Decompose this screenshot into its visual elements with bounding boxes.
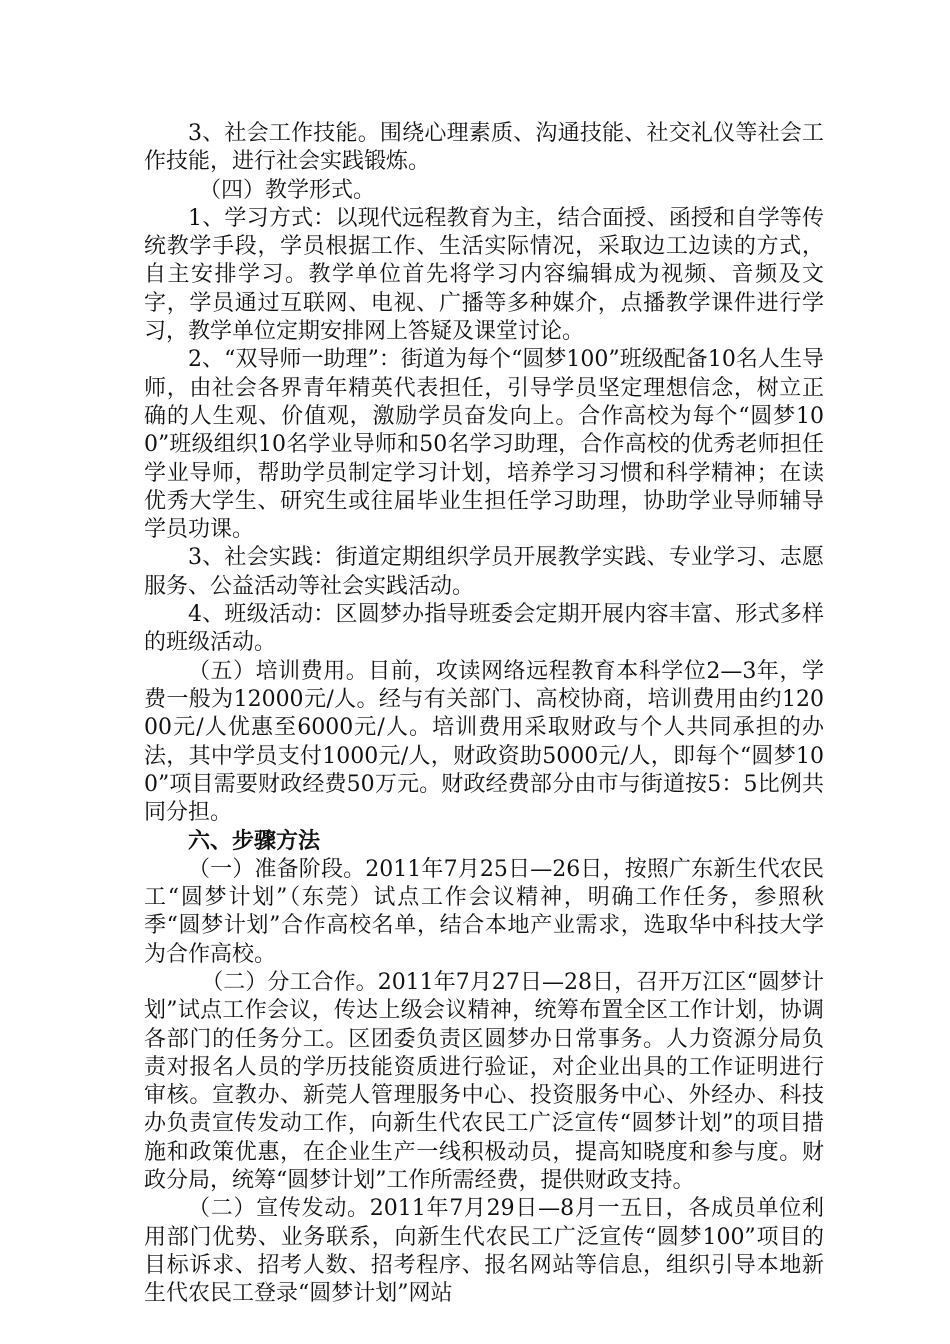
- paragraph-preparation-stage: （一）准备阶段。2011年7月25日—26日，按照广东新生代农民工“圆梦计划”（东莞）试点工作会议精神，明确工作任务，参照秋季“圆梦计划”合作高校名单，结合本地产业需求，选取华中科技大学为合作高校。: [144, 856, 824, 967]
- paragraph-social-practice: 3、社会实践：街道定期组织学员开展教学实践、专业学习、志愿服务、公益活动等社会实践活动。: [144, 545, 824, 599]
- document-body: [144, 120, 824, 1308]
- paragraph-publicity-mobilization: （二）宣传发动。2011年7月29日—8月一五日，各成员单位利用部门优势、业务联系，向新生代农民工广泛宣传“圆梦100”项目的目标诉求、招考人数、招考程序、报名网站等信息，组织引导本地新生代农民工登录“圆梦计划”网站: [144, 1196, 824, 1307]
- paragraph-dual-mentor: 2、“双导师一助理”：街道为每个“圆梦100”班级配备10名人生导师，由社会各界青年精英代表担任，引导学员坚定理想信念，树立正确的人生观、价值观，激励学员奋发向上。合作高校为每个“圆梦100”班级组织10名学业导师和50名学习助理，合作高校的优秀老师担任学业导师，帮助学员制定学习计划，培养学习习惯和科学精神；在读优秀大学生、研究生或往届毕业生担任学习助理，协助学业导师辅导学员功课。: [144, 347, 824, 543]
- section-steps-methods-heading: 六、步骤方法: [188, 828, 321, 855]
- paragraph-class-activities: 4、班级活动：区圆梦办指导班委会定期开展内容丰富、形式多样的班级活动。: [144, 602, 824, 656]
- paragraph-division-cooperation: （二）分工合作。2011年7月27日—28日，召开万江区“圆梦计划”试点工作会议，传达上级会议精神，统筹布置全区工作计划，协调各部门的任务分工。区团委负责区圆梦办日常事务。人力资源分局负责对报名人员的学历技能资质进行验证，对企业出具的工作证明进行审核。宣教办、新莞人管理服务中心、投资服务中心、外经办、科技办负责宣传发动工作，向新生代农民工广泛宣传“圆梦计划”的项目措施和政策优惠，在企业生产一线积极动员，提高知晓度和参与度。财政分局，统筹“圆梦计划”工作所需经费，提供财政支持。: [144, 969, 824, 1193]
- paragraph-training-fees: （五）培训费用。目前，攻读网络远程教育本科学位2—3年，学费一般为12000元/人。经与有关部门、高校协商，培训费用由约12000元/人优惠至6000元/人。培训费用采取财政与个人共同承担的办法，其中学员支付1000元/人，财政资助5000元/人，即每个“圆梦100”项目需要财政经费50万元。财政经费部分由市与街道按5：5比例共同分担。: [144, 658, 824, 826]
- section-teaching-form-heading: （四）教学形式。: [199, 177, 376, 203]
- paragraph-social-work-skills: 3、社会工作技能。围绕心理素质、沟通技能、社交礼仪等社会工作技能，进行社会实践锻炼。: [144, 121, 824, 175]
- paragraph-learning-method: 1、学习方式：以现代远程教育为主，结合面授、函授和自学等传统教学手段，学员根据工作、生活实际情况，采取边工边读的方式，自主安排学习。教学单位首先将学习内容编辑成为视频、音频及文字，学员通过互联网、电视、广播等多种媒介，点播教学课件进行学习，教学单位定期安排网上答疑及课堂讨论。: [144, 205, 824, 345]
